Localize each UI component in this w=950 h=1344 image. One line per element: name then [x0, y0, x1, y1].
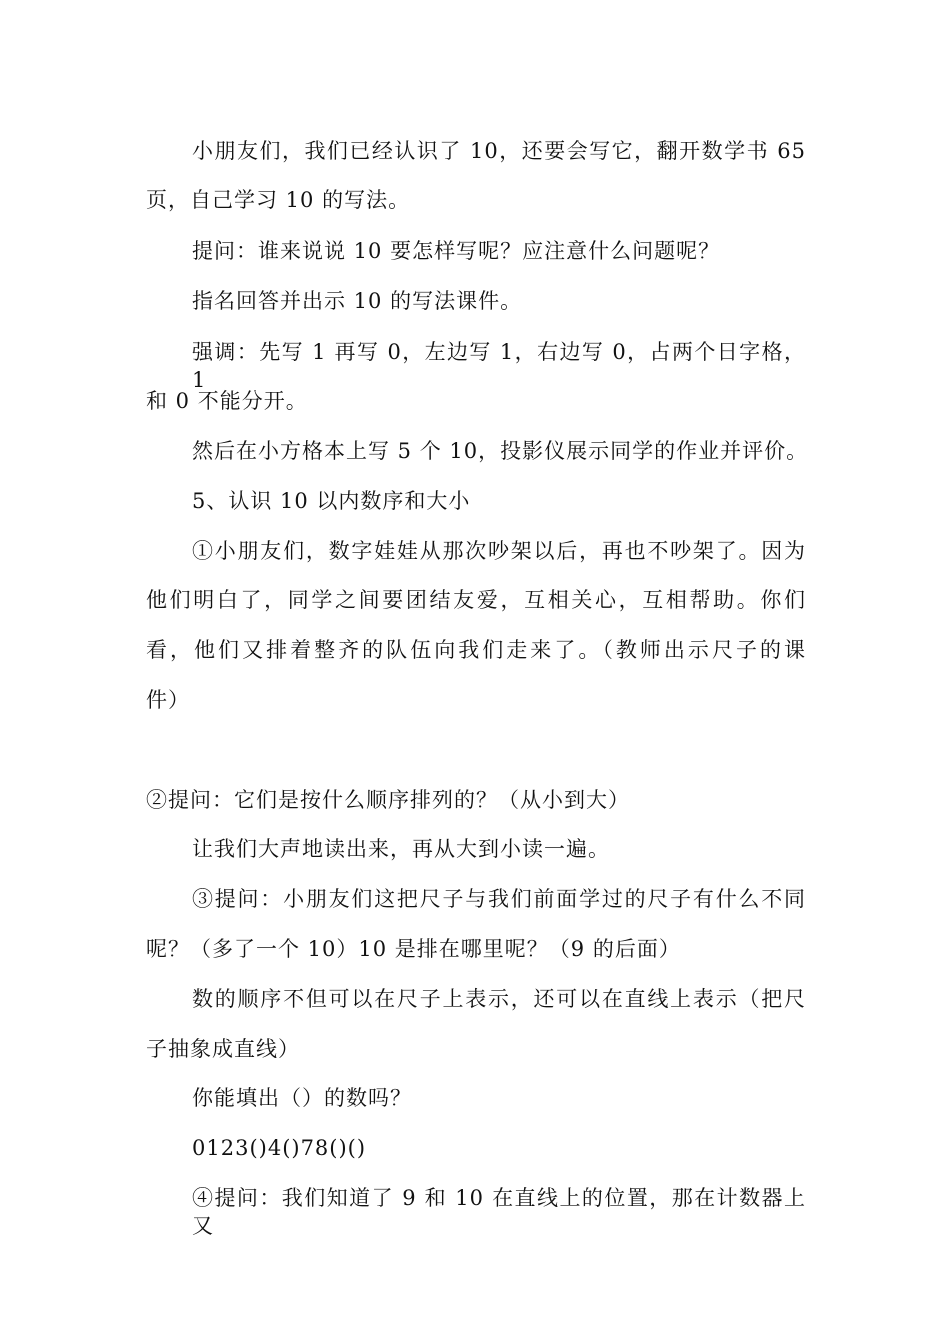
- paragraph-line: 强调：先写 1 再写 0，左边写 1，右边写 0，占两个日字格，1: [192, 340, 806, 392]
- paragraph-line: 呢？（多了一个 10）10 是排在哪里呢？（9 的后面）: [146, 937, 681, 961]
- paragraph-line: ①小朋友们，数字娃娃从那次吵架以后，再也不吵架了。因为: [192, 539, 806, 563]
- paragraph-line: 件）: [146, 688, 190, 712]
- paragraph-line: 页，自己学习 10 的写法。: [146, 188, 411, 212]
- section-heading: 5、认识 10 以内数序和大小: [192, 489, 471, 513]
- paragraph-line: ④提问：我们知道了 9 和 10 在直线上的位置，那在计数器上又: [192, 1186, 806, 1238]
- paragraph-line: ②提问：它们是按什么顺序排列的？（从小到大）: [146, 788, 630, 812]
- paragraph-line: 子抽象成直线）: [146, 1037, 300, 1061]
- paragraph-line: ③提问：小朋友们这把尺子与我们前面学过的尺子有什么不同: [192, 887, 806, 911]
- paragraph-line: 你能填出（）的数吗？: [192, 1086, 412, 1110]
- paragraph-line: 让我们大声地读出来，再从大到小读一遍。: [192, 837, 610, 861]
- paragraph-line: 指名回答并出示 10 的写法课件。: [192, 289, 523, 313]
- paragraph-line: 看，他们又排着整齐的队伍向我们走来了。（教师出示尺子的课: [146, 638, 806, 662]
- paragraph-line: 然后在小方格本上写 5 个 10，投影仪展示同学的作业并评价。: [192, 439, 809, 463]
- paragraph-line: 数的顺序不但可以在尺子上表示，还可以在直线上表示（把尺: [192, 987, 806, 1011]
- paragraph-line: 小朋友们，我们已经认识了 10，还要会写它，翻开数学书 65: [192, 139, 806, 163]
- paragraph-line: 他们明白了，同学之间要团结友爱，互相关心，互相帮助。你们: [146, 588, 806, 612]
- number-sequence: 0123()4()78()(): [192, 1136, 367, 1160]
- paragraph-line: 提问：谁来说说 10 要怎样写呢？应注意什么问题呢？: [192, 239, 721, 263]
- paragraph-line: 和 0 不能分开。: [146, 389, 308, 413]
